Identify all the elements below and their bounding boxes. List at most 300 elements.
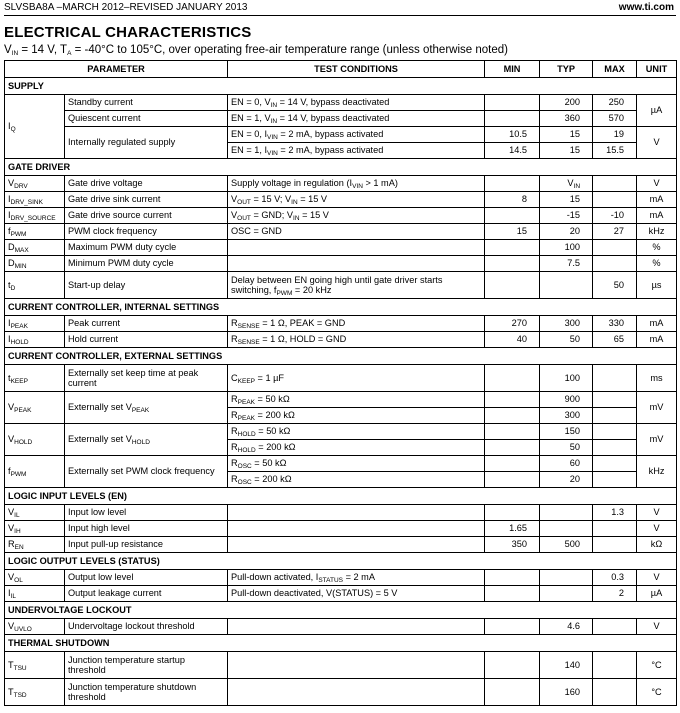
table-cell <box>5 224 65 240</box>
col-max: MAX <box>593 61 637 78</box>
table-cell <box>228 570 485 586</box>
text: V <box>8 507 15 518</box>
table-cell <box>485 408 540 424</box>
subscript: PEAK <box>14 407 32 415</box>
subscript: HOLD <box>237 447 256 455</box>
section-header <box>5 488 677 505</box>
table-cell <box>5 424 65 456</box>
table-row <box>5 127 677 143</box>
text: = 2 mA, bypass activated <box>277 129 384 140</box>
table-cell: Gate drive sink current <box>65 192 228 208</box>
subscript: PWM <box>276 290 293 297</box>
table-cell: V <box>637 619 677 635</box>
table-cell: Standby current <box>65 95 228 111</box>
text: R <box>231 410 238 421</box>
table-row <box>5 192 677 208</box>
page-header <box>4 2 676 16</box>
table-cell: mA <box>637 208 677 224</box>
text: Delay between EN going high until gate driver starts switching, f <box>231 274 443 295</box>
table-cell <box>540 176 593 192</box>
subscript: IN <box>293 215 300 223</box>
table-cell: 14.5 <box>485 143 540 159</box>
table-row <box>5 392 677 408</box>
table-cell <box>593 408 637 424</box>
col-typ: TYP <box>540 61 593 78</box>
subscript: SENSE <box>237 323 260 331</box>
text: Externally set V <box>68 434 132 445</box>
text: = 1 Ω, HOLD = GND <box>259 334 347 345</box>
table-cell: kΩ <box>637 537 677 553</box>
table-cell <box>5 365 65 392</box>
table-cell: 900 <box>540 392 593 408</box>
table-cell: Minimum PWM duty cycle <box>65 256 228 272</box>
subscript: KEEP <box>10 377 28 385</box>
table-cell: Quiescent current <box>65 111 228 127</box>
table-cell <box>228 456 485 472</box>
table-cell: GATE DRIVER <box>5 159 677 176</box>
table-cell: CURRENT CONTROLLER, EXTERNAL SETTINGS <box>5 348 677 365</box>
table-cell: % <box>637 256 677 272</box>
subscript: DRV_SINK <box>10 199 43 207</box>
table-cell <box>5 256 65 272</box>
subscript: PEAK <box>10 323 28 331</box>
table-cell <box>5 392 65 424</box>
table-cell: 0.3 <box>593 570 637 586</box>
table-cell <box>228 521 485 537</box>
text: = 15 V <box>299 210 329 221</box>
table-cell <box>485 95 540 111</box>
table-cell <box>228 256 485 272</box>
text: = 2 mA, bypass activated <box>277 145 384 156</box>
subscript: EN <box>14 544 24 552</box>
subscript: VIN <box>352 183 363 191</box>
text: EN = 1, V <box>231 113 271 124</box>
subscript: TSU <box>13 664 27 672</box>
subscript: OSC <box>237 463 252 471</box>
subscript: HOLD <box>237 431 256 439</box>
table-cell <box>485 176 540 192</box>
table-cell: 19 <box>593 127 637 143</box>
table-cell <box>65 424 228 456</box>
text: = GND; V <box>250 210 294 221</box>
table-row <box>5 505 677 521</box>
table-cell: 15 <box>485 224 540 240</box>
table-cell <box>485 424 540 440</box>
text: I <box>8 318 11 329</box>
table-cell <box>228 537 485 553</box>
subscript: OUT <box>237 199 251 207</box>
text: Supply voltage in regulation (I <box>231 178 353 189</box>
subscript: PEAK <box>237 399 255 407</box>
text: V <box>8 402 15 413</box>
table-cell: Undervoltage lockout threshold <box>65 619 228 635</box>
table-cell: V <box>637 176 677 192</box>
table-cell <box>228 652 485 679</box>
text: t <box>8 372 11 383</box>
text: C <box>231 372 238 383</box>
table-cell: ms <box>637 365 677 392</box>
text: T <box>8 686 14 697</box>
text: = 1 µF <box>255 372 285 383</box>
subscript: OUT <box>237 215 251 223</box>
table-cell <box>485 208 540 224</box>
text: = 50 kΩ <box>251 458 287 469</box>
table-cell <box>485 679 540 706</box>
table-cell <box>593 176 637 192</box>
text: V <box>8 178 15 189</box>
text: V <box>231 210 238 221</box>
site-url[interactable]: www.ti.com <box>618 2 674 13</box>
table-cell: LOGIC OUTPUT LEVELS (STATUS) <box>5 553 677 570</box>
table-cell <box>593 392 637 408</box>
text: R <box>231 458 238 469</box>
table-cell: Externally set keep time at peak current <box>65 365 228 392</box>
subscript: VIN <box>267 150 278 158</box>
table-cell: µA <box>637 586 677 602</box>
table-cell: Output leakage current <box>65 586 228 602</box>
table-cell: -10 <box>593 208 637 224</box>
table-cell <box>228 143 485 159</box>
col-parameter: PARAMETER <box>5 61 228 78</box>
table-cell <box>5 505 65 521</box>
table-cell: 250 <box>593 95 637 111</box>
table-cell: V <box>637 127 677 159</box>
table-cell: 570 <box>593 111 637 127</box>
text: t <box>8 279 11 290</box>
table-cell: 20 <box>540 472 593 488</box>
text: f <box>8 226 11 237</box>
table-cell: 60 <box>540 456 593 472</box>
text: = 2 mA <box>343 572 375 583</box>
table-cell: 7.5 <box>540 256 593 272</box>
table-cell: 40 <box>485 332 540 348</box>
text: = 200 kΩ <box>255 410 295 421</box>
table-cell: 350 <box>485 537 540 553</box>
table-cell: 360 <box>540 111 593 127</box>
table-cell <box>228 127 485 143</box>
table-header-row <box>5 61 677 78</box>
section-header <box>5 299 677 316</box>
table-cell <box>5 521 65 537</box>
table-cell: -15 <box>540 208 593 224</box>
section-header <box>5 348 677 365</box>
text: I <box>8 588 11 599</box>
text: = 20 kHz <box>292 285 332 295</box>
subscript: STATUS <box>318 577 344 585</box>
table-cell <box>485 570 540 586</box>
table-row <box>5 619 677 635</box>
table-cell: Externally set PWM clock frequency <box>65 456 228 488</box>
table-cell: Internally regulated supply <box>65 127 228 159</box>
table-cell: Start-up delay <box>65 272 228 299</box>
col-min: MIN <box>485 61 540 78</box>
table-cell <box>5 586 65 602</box>
table-cell: Input low level <box>65 505 228 521</box>
text: V <box>8 572 15 583</box>
table-cell <box>228 679 485 706</box>
table-cell <box>485 456 540 472</box>
table-cell: PWM clock frequency <box>65 224 228 240</box>
table-cell: 1.65 <box>485 521 540 537</box>
table-cell <box>228 619 485 635</box>
subscript: PEAK <box>131 407 150 415</box>
table-cell: mA <box>637 192 677 208</box>
table-cell: Gate drive source current <box>65 208 228 224</box>
subscript: DRV_SOURCE <box>10 215 56 223</box>
text: = 200 kΩ <box>255 442 296 453</box>
text: Externally set V <box>68 402 132 413</box>
table-cell: mV <box>637 392 677 424</box>
text: V <box>8 434 15 445</box>
text: V <box>567 178 574 189</box>
table-row <box>5 456 677 472</box>
table-cell: 27 <box>593 224 637 240</box>
table-cell <box>5 619 65 635</box>
table-cell: 270 <box>485 316 540 332</box>
table-cell <box>228 392 485 408</box>
table-cell: °C <box>637 679 677 706</box>
table-row <box>5 176 677 192</box>
table-cell <box>228 332 485 348</box>
table-row <box>5 224 677 240</box>
table-row <box>5 332 677 348</box>
table-cell <box>5 570 65 586</box>
table-cell: 65 <box>593 332 637 348</box>
table-row <box>5 679 677 706</box>
table-cell <box>485 272 540 299</box>
table-cell <box>540 272 593 299</box>
page-title: ELECTRICAL CHARACTERISTICS <box>4 24 252 41</box>
table-cell: Gate drive voltage <box>65 176 228 192</box>
section-header <box>5 159 677 176</box>
table-cell <box>485 472 540 488</box>
table-cell <box>5 456 65 488</box>
text: = 15 V <box>297 194 328 205</box>
table-cell <box>485 365 540 392</box>
table-cell <box>593 240 637 256</box>
subscript: IN <box>573 183 581 191</box>
doc-id: SLVSBA8A –MARCH 2012–REVISED JANUARY 2013 <box>4 2 248 13</box>
table-cell <box>5 176 65 192</box>
table-row <box>5 256 677 272</box>
text: I <box>8 121 11 132</box>
subscript: D <box>10 284 16 292</box>
table-cell: 300 <box>540 408 593 424</box>
table-cell: UNDERVOLTAGE LOCKOUT <box>5 602 677 619</box>
section-header <box>5 602 677 619</box>
text: V <box>8 621 15 632</box>
subscript: IN <box>270 102 278 110</box>
table-cell: 20 <box>540 224 593 240</box>
table-cell: Maximum PWM duty cycle <box>65 240 228 256</box>
table-cell <box>540 570 593 586</box>
table-row <box>5 111 677 127</box>
table-cell: mA <box>637 332 677 348</box>
table-cell: 4.6 <box>540 619 593 635</box>
table-cell <box>5 272 65 299</box>
table-cell: 160 <box>540 679 593 706</box>
table-cell <box>228 505 485 521</box>
table-cell <box>540 586 593 602</box>
text: EN = 0, V <box>231 97 271 108</box>
table-cell <box>5 95 65 159</box>
text: R <box>231 318 238 329</box>
table-cell <box>228 208 485 224</box>
table-cell <box>228 272 485 299</box>
text: T <box>8 659 14 670</box>
table-cell: µA <box>637 95 677 127</box>
table-cell: 100 <box>540 365 593 392</box>
table-cell <box>593 456 637 472</box>
subscript: HOLD <box>14 439 33 447</box>
table-cell <box>593 679 637 706</box>
table-row <box>5 570 677 586</box>
subscript: MIN <box>14 263 27 271</box>
table-row <box>5 240 677 256</box>
text: > 1 mA) <box>362 178 398 189</box>
table-cell: mV <box>637 424 677 456</box>
section-header <box>5 635 677 652</box>
text: R <box>231 474 238 485</box>
col-test-conditions: TEST CONDITIONS <box>228 61 485 78</box>
text: = 200 kΩ <box>251 474 292 485</box>
subscript: IL <box>14 512 20 520</box>
table-cell <box>228 95 485 111</box>
text: R <box>231 394 238 405</box>
table-cell <box>593 256 637 272</box>
table-cell <box>228 192 485 208</box>
table-cell: 330 <box>593 316 637 332</box>
table-cell: 2 <box>593 586 637 602</box>
subscript: HOLD <box>10 339 29 347</box>
table-cell: LOGIC INPUT LEVELS (EN) <box>5 488 677 505</box>
table-cell <box>485 505 540 521</box>
col-unit: UNIT <box>637 61 677 78</box>
table-cell: kHz <box>637 224 677 240</box>
table-cell: Hold current <box>65 332 228 348</box>
table-cell <box>485 652 540 679</box>
table-cell: V <box>637 505 677 521</box>
subscript: IH <box>14 528 21 536</box>
section-header <box>5 78 677 95</box>
table-row <box>5 537 677 553</box>
table-cell: Junction temperature shutdown threshold <box>65 679 228 706</box>
table-cell <box>593 365 637 392</box>
table-cell <box>485 392 540 408</box>
text: R <box>231 334 238 345</box>
table-row <box>5 652 677 679</box>
table-cell <box>593 619 637 635</box>
subscript: TSD <box>13 691 27 699</box>
table-cell <box>485 240 540 256</box>
subscript: DRV <box>14 183 28 191</box>
table-cell: SUPPLY <box>5 78 677 95</box>
table-cell <box>485 586 540 602</box>
table-cell <box>228 440 485 456</box>
table-cell <box>5 537 65 553</box>
table-cell <box>485 111 540 127</box>
table-cell: 15 <box>540 127 593 143</box>
table-row <box>5 424 677 440</box>
table-cell: Input pull-up resistance <box>65 537 228 553</box>
table-cell: V <box>637 570 677 586</box>
text: R <box>231 426 238 437</box>
subscript: PEAK <box>237 415 255 423</box>
table-cell <box>5 652 65 679</box>
subscript: OL <box>14 577 23 585</box>
table-cell <box>485 440 540 456</box>
header-rule <box>4 15 676 16</box>
text: Pull-down activated, I <box>231 572 319 583</box>
subscript: HOLD <box>131 439 150 447</box>
subscript: PWM <box>10 471 27 479</box>
table-cell: Pull-down deactivated, V(STATUS) = 5 V <box>228 586 485 602</box>
table-cell <box>228 111 485 127</box>
text: EN = 0, I <box>231 129 268 140</box>
table-row <box>5 272 677 299</box>
text: = 15 V; V <box>250 194 292 205</box>
subscript: OSC <box>237 479 252 487</box>
operating-conditions: $V_{IN} = 14$ V, $T_A = -40^\circ C$ to 105°C, over operating free-air temperature range (unless otherwise noted) <box>4 44 508 57</box>
text: = 14 V, bypass deactivated <box>277 113 390 124</box>
table-cell <box>485 256 540 272</box>
table-cell <box>5 208 65 224</box>
table-cell: THERMAL SHUTDOWN <box>5 635 677 652</box>
table-cell: CURRENT CONTROLLER, INTERNAL SETTINGS <box>5 299 677 316</box>
subscript: MAX <box>14 247 29 255</box>
table-cell <box>228 176 485 192</box>
table-cell <box>593 192 637 208</box>
table-cell <box>485 619 540 635</box>
table-cell: 15 <box>540 143 593 159</box>
table-row <box>5 521 677 537</box>
table-cell: mA <box>637 316 677 332</box>
text: = 14 V, bypass deactivated <box>277 97 390 108</box>
table-cell <box>5 316 65 332</box>
table-cell <box>228 408 485 424</box>
table-cell: 10.5 <box>485 127 540 143</box>
table-row <box>5 95 677 111</box>
table-cell <box>593 424 637 440</box>
table-row <box>5 365 677 392</box>
table-cell: 8 <box>485 192 540 208</box>
table-cell <box>5 192 65 208</box>
table-row <box>5 586 677 602</box>
subscript: IL <box>10 593 16 601</box>
text: V <box>8 523 15 534</box>
table-cell: Peak current <box>65 316 228 332</box>
text: I <box>8 194 11 205</box>
table-cell <box>65 392 228 424</box>
table-cell: 100 <box>540 240 593 256</box>
table-cell: 500 <box>540 537 593 553</box>
table-cell: 15 <box>540 192 593 208</box>
text: V <box>231 194 238 205</box>
table-cell: kHz <box>637 456 677 488</box>
table-row <box>5 208 677 224</box>
table-cell <box>5 679 65 706</box>
table-cell: 1.3 <box>593 505 637 521</box>
text: I <box>8 334 11 345</box>
table-cell <box>593 537 637 553</box>
table-cell <box>593 440 637 456</box>
electrical-characteristics-table <box>4 60 677 706</box>
subscript: VIN <box>267 134 278 142</box>
table-cell <box>228 316 485 332</box>
table-cell: % <box>637 240 677 256</box>
table-cell: Output low level <box>65 570 228 586</box>
table-row <box>5 316 677 332</box>
